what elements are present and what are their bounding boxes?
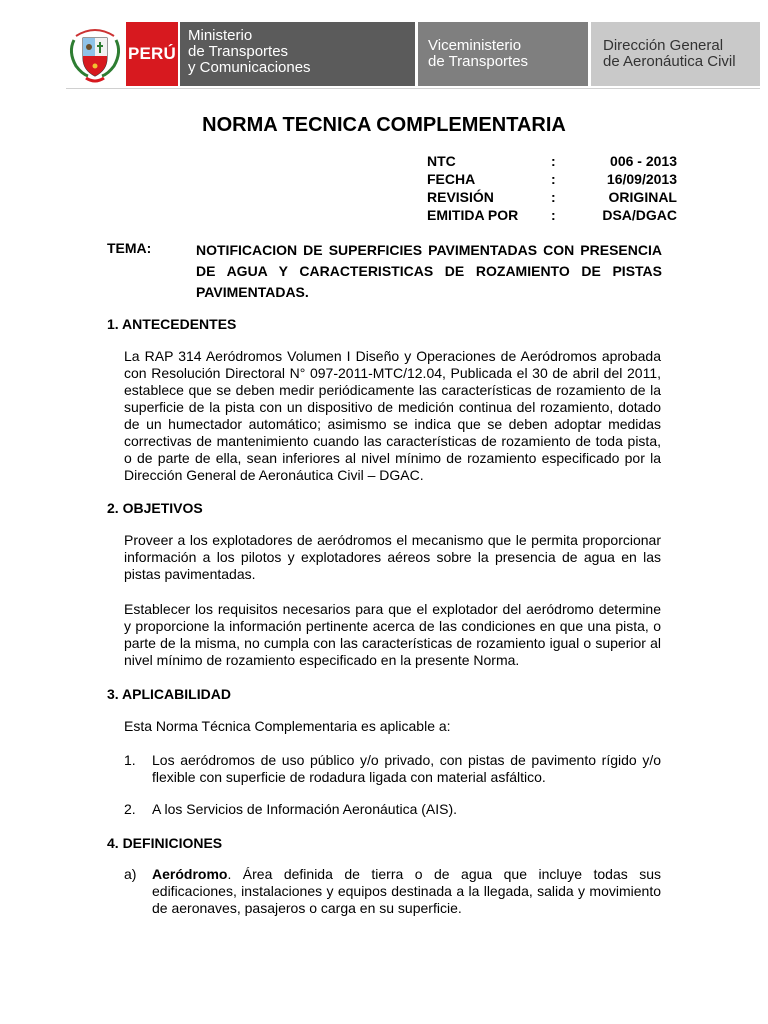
ministry-banner	[126, 22, 415, 86]
antecedentes-paragraph: La RAP 314 Aeródromos Volumen I Diseño y Operaciones de Aeródromos aprobada con Resolución Directoral N° 097-2011-MTC/12.04, Publicada el 30 de abril del 2011, establece que se deben medir periódicamente las características de rozamiento de la superficie de la pista con un dispositivo de medición continua del rozamiento, dotado de un humectador automático; asimismo se indica que se deben adoptar medidas correctivas de mantenimiento cuando las características de rozamiento de toda pista, o de parte de ella, sean inferiores al nivel mínimo de rozamiento especificado por la Dirección General de Aeronáutica Civil – DGAC.	[124, 348, 661, 483]
coat-of-arms-icon	[66, 22, 124, 86]
list-item-text: A los Servicios de Información Aeronáutica (AIS).	[152, 801, 458, 817]
ministry-name: Ministerio de Transportes y Comunicaciones	[188, 27, 311, 76]
header-divider	[66, 88, 760, 89]
meta-row-ntc	[427, 153, 677, 171]
list-item-text: Los aeródromos de uso público y/o privado, con pistas de pavimento rígido y/o flexible con superficie de rodadura ligada con material asfáltico.	[152, 752, 661, 785]
tema-label: TEMA:	[107, 240, 152, 256]
country-label: PERÚ	[126, 22, 178, 86]
meta-colon: :	[551, 153, 556, 169]
definition-term: Aeródromo	[152, 866, 228, 882]
meta-label: EMITIDA POR	[427, 207, 519, 223]
directorate-banner	[591, 22, 760, 86]
meta-label: REVISIÓN	[427, 189, 494, 205]
objetivos-paragraph-2: Establecer los requisitos necesarios para que el explotador del aeródromo determine y proporcione la información pertinente acerca de las condiciones en que una pista, o parte de la misma, no cumpla con las características de rozamiento igual o superior al nivel mínimo de rozamiento especificado en la presente Norma.	[124, 601, 661, 668]
vice-ministry-banner	[418, 22, 588, 86]
list-item-number: 1.	[124, 752, 136, 768]
section-heading-definiciones: 4. DEFINICIONES	[107, 835, 223, 851]
list-item-number: 2.	[124, 801, 136, 817]
section-heading-aplicabilidad: 3. APLICABILIDAD	[107, 686, 231, 702]
definition-item	[152, 866, 661, 917]
document-title: NORMA TECNICA COMPLEMENTARIA	[202, 114, 566, 136]
meta-colon: :	[551, 189, 556, 205]
meta-value: 006 - 2013	[610, 153, 677, 169]
meta-label: NTC	[427, 153, 456, 169]
section-heading-objetivos: 2. OBJETIVOS	[107, 500, 203, 516]
meta-colon: :	[551, 171, 556, 187]
meta-value: DSA/DGAC	[602, 207, 677, 223]
definition-text: . Área definida de tierra o de agua que incluye todas sus edificaciones, instalaciones y equipos destinada a la llegada, salida y movimiento de aeronaves, pasajeros o carga en su superficie.	[152, 866, 661, 916]
meta-value: 16/09/2013	[606, 171, 677, 187]
meta-row-fecha	[427, 171, 677, 189]
page-header	[66, 22, 736, 86]
meta-label: FECHA	[427, 171, 476, 187]
aplicabilidad-intro: Esta Norma Técnica Complementaria es aplicable a:	[124, 718, 451, 734]
document-metadata	[427, 153, 677, 225]
meta-colon: :	[551, 207, 556, 223]
objetivos-paragraph-1: Proveer a los explotadores de aeródromos el mecanismo que le permita proporcionar información a los pilotos y explotadores aéreos sobre la presencia de agua en las pistas pavimentadas.	[124, 532, 661, 582]
tema-text: NOTIFICACION DE SUPERFICIES PAVIMENTADAS CON PRESENCIA DE AGUA Y CARACTERISTICAS DE ROZAMIENTO DE PISTAS PAVIMENTADAS.	[196, 242, 662, 300]
list-item-letter: a)	[124, 866, 137, 882]
directorate-name: Dirección General de Aeronáutica Civil	[603, 37, 736, 70]
vice-ministry-name: Viceministerio de Transportes	[428, 37, 529, 70]
meta-row-emitida	[427, 207, 677, 225]
meta-row-revision	[427, 189, 677, 207]
section-heading-antecedentes: 1. ANTECEDENTES	[107, 316, 237, 332]
meta-value: ORIGINAL	[608, 189, 677, 205]
